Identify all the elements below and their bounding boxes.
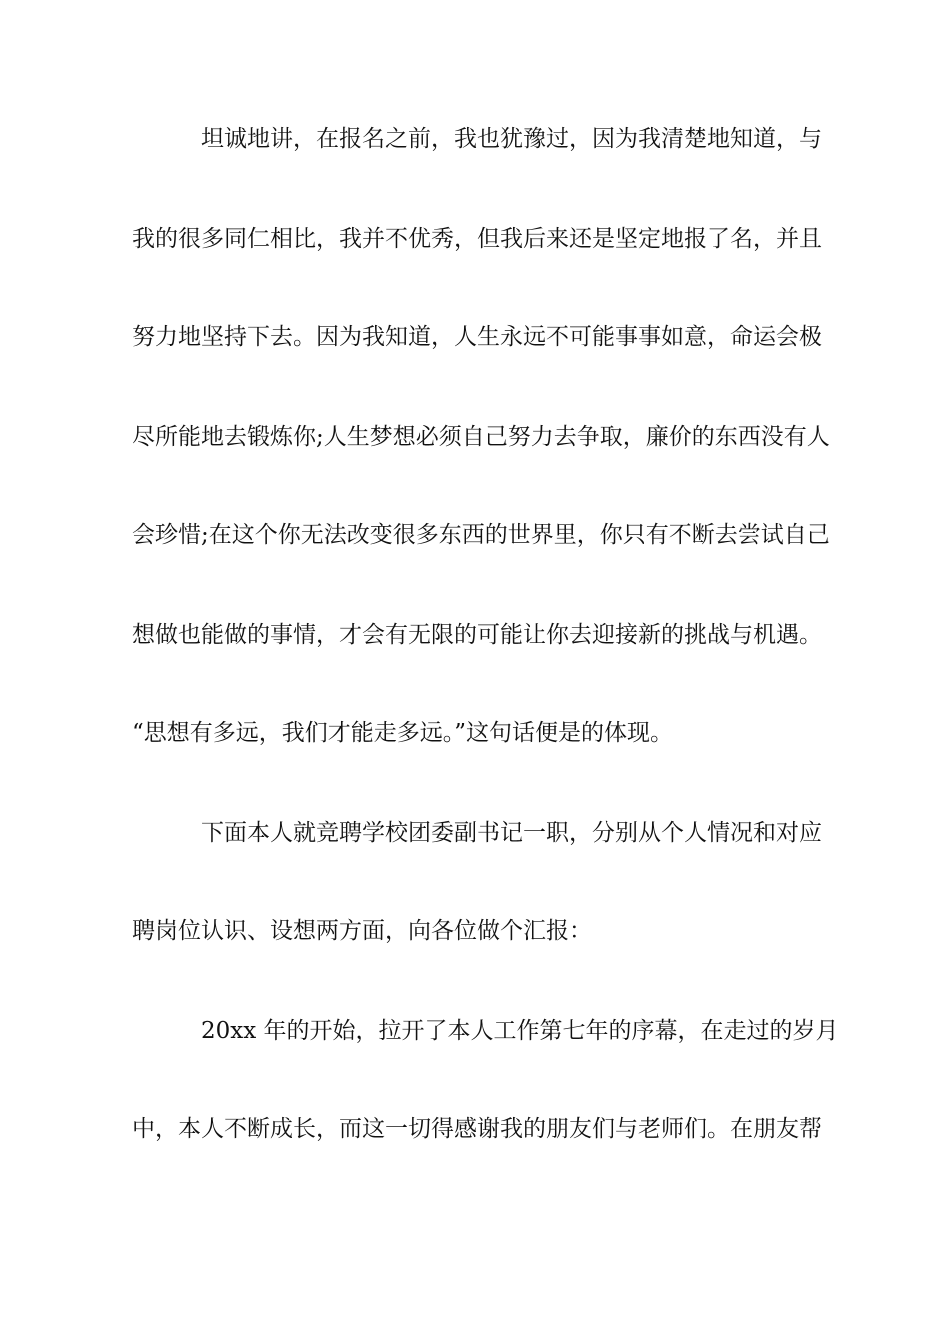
paragraph-line: “思想有多远，我们才能走多远。”这句话便是的体现。 bbox=[132, 720, 674, 746]
paragraph-line: 下面本人就竞聘学校团委副书记一职，分别从个人情况和对应 bbox=[201, 820, 822, 846]
paragraph-line: 20xx 年的开始，拉开了本人工作第七年的序幕，在走过的岁月 bbox=[201, 1018, 839, 1044]
paragraph-line: 会珍惜;在这个你无法改变很多东西的世界里，你只有不断去尝试自己 bbox=[132, 522, 830, 548]
paragraph-line: 坦诚地讲，在报名之前，我也犹豫过，因为我清楚地知道，与 bbox=[201, 126, 822, 152]
paragraph-line: 努力地坚持下去。因为我知道，人生永远不可能事事如意，命运会极 bbox=[132, 324, 822, 350]
paragraph-line: 聘岗位认识、设想两方面，向各位做个汇报： bbox=[132, 918, 592, 944]
paragraph-line: 我的很多同仁相比，我并不优秀，但我后来还是坚定地报了名，并且 bbox=[132, 226, 822, 252]
paragraph-line: 想做也能做的事情，才会有无限的可能让你去迎接新的挑战与机遇。 bbox=[132, 622, 822, 648]
paragraph-line: 尽所能地去锻炼你;人生梦想必须自己努力去争取，廉价的东西没有人 bbox=[132, 424, 830, 450]
paragraph-line: 中，本人不断成长，而这一切得感谢我的朋友们与老师们。在朋友帮 bbox=[132, 1116, 822, 1142]
